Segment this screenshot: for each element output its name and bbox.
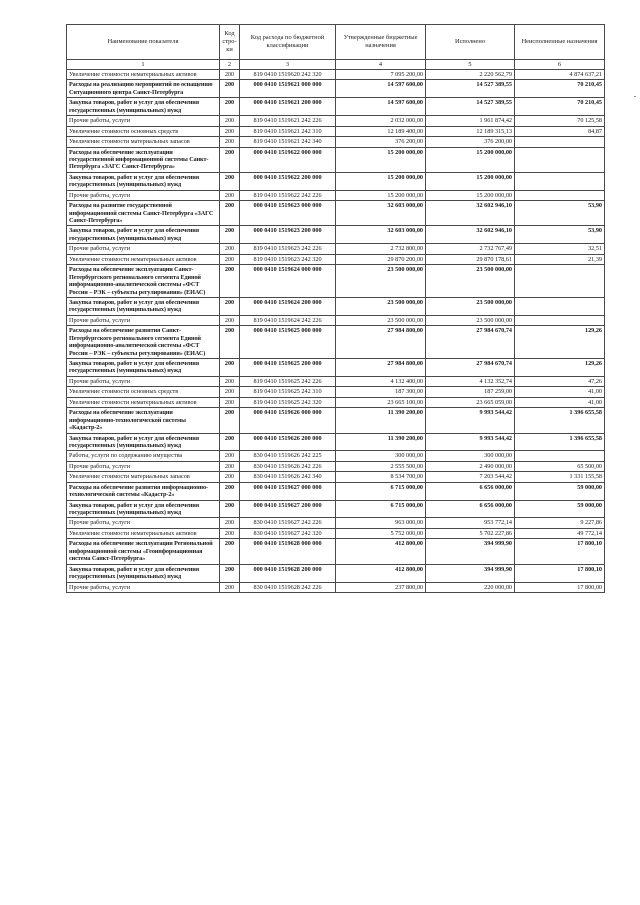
row-approved: 4 132 400,00 bbox=[336, 376, 426, 386]
row-expense-code: 819 0410 1519625 242 310 bbox=[240, 387, 336, 397]
row-unexecuted bbox=[515, 172, 605, 190]
row-approved: 29 870 200,00 bbox=[336, 254, 426, 264]
row-approved: 237 800,00 bbox=[336, 582, 426, 592]
row-line-code: 200 bbox=[220, 539, 240, 564]
row-expense-code: 819 0410 1519625 242 320 bbox=[240, 397, 336, 407]
row-executed: 953 772,14 bbox=[426, 518, 515, 528]
row-name: Расходы на обеспечение эксплуатации Региональной информационной системы «Геоинформационная система Санкт-Петербурга» bbox=[67, 539, 220, 564]
table-row bbox=[67, 137, 605, 147]
row-unexecuted: 129,26 bbox=[515, 359, 605, 377]
row-approved: 32 603 000,00 bbox=[336, 201, 426, 226]
row-name: Прочие работы, услуги bbox=[67, 315, 220, 325]
row-expense-code: 000 0410 1519623 000 000 bbox=[240, 201, 336, 226]
row-unexecuted: 4 874 637,21 bbox=[515, 70, 605, 80]
row-line-code: 200 bbox=[220, 315, 240, 325]
column-number: 2 bbox=[220, 60, 240, 70]
table-row bbox=[67, 376, 605, 386]
row-approved: 5 752 000,00 bbox=[336, 528, 426, 538]
row-line-code: 200 bbox=[220, 226, 240, 244]
row-approved: 15 200 000,00 bbox=[336, 172, 426, 190]
row-executed: 32 602 946,10 bbox=[426, 226, 515, 244]
table-row bbox=[67, 408, 605, 433]
row-expense-code: 000 0410 1519623 200 000 bbox=[240, 226, 336, 244]
row-line-code: 200 bbox=[220, 461, 240, 471]
row-unexecuted bbox=[515, 315, 605, 325]
row-executed: 2 220 562,79 bbox=[426, 70, 515, 80]
row-expense-code: 000 0410 1519628 200 000 bbox=[240, 564, 336, 582]
row-executed: 394 999,90 bbox=[426, 564, 515, 582]
row-executed: 27 984 670,74 bbox=[426, 359, 515, 377]
row-expense-code: 000 0410 1519621 000 000 bbox=[240, 80, 336, 98]
table-row bbox=[67, 500, 605, 518]
table-row bbox=[67, 564, 605, 582]
row-executed: 32 602 946,10 bbox=[426, 201, 515, 226]
row-executed: 6 656 000,00 bbox=[426, 482, 515, 500]
column-number: 1 bbox=[67, 60, 220, 70]
column-number-row bbox=[67, 60, 605, 70]
table-row bbox=[67, 172, 605, 190]
row-name: Прочие работы, услуги bbox=[67, 461, 220, 471]
row-expense-code: 819 0410 1519621 242 226 bbox=[240, 116, 336, 126]
row-unexecuted: 70 210,45 bbox=[515, 80, 605, 98]
row-expense-code: 819 0410 1519620 242 320 bbox=[240, 70, 336, 80]
row-unexecuted: 17 800,10 bbox=[515, 539, 605, 564]
table-row bbox=[67, 397, 605, 407]
row-executed: 14 527 389,55 bbox=[426, 98, 515, 116]
row-unexecuted: 53,90 bbox=[515, 201, 605, 226]
row-name: Закупка товаров, работ и услуг для обеспечения государственных (муниципальных) нужд bbox=[67, 98, 220, 116]
row-name: Прочие работы, услуги bbox=[67, 582, 220, 592]
row-name: Расходы на обеспечение эксплуатации информационно-технологической системы «Кадастр-2» bbox=[67, 408, 220, 433]
row-executed: 15 200 000,00 bbox=[426, 172, 515, 190]
row-name: Работы, услуги по содержанию имущества bbox=[67, 451, 220, 461]
row-unexecuted: 9 227,86 bbox=[515, 518, 605, 528]
row-approved: 412 800,00 bbox=[336, 564, 426, 582]
row-line-code: 200 bbox=[220, 528, 240, 538]
row-executed: 5 702 227,86 bbox=[426, 528, 515, 538]
row-name: Увеличение стоимости основных средств bbox=[67, 126, 220, 136]
row-name: Закупка товаров, работ и услуг для обеспечения государственных (муниципальных) нужд bbox=[67, 172, 220, 190]
table-row bbox=[67, 254, 605, 264]
row-line-code: 200 bbox=[220, 80, 240, 98]
row-name: Расходы на обеспечение развития Санкт-Петербургского регионального сегмента Единой информационно-аналитической системы «ФСТ России – РЭК – субъекты регулирования» (ЕИАС) bbox=[67, 326, 220, 359]
row-unexecuted: 32,51 bbox=[515, 244, 605, 254]
row-executed: 15 200 000,00 bbox=[426, 190, 515, 200]
row-line-code: 200 bbox=[220, 359, 240, 377]
row-line-code: 200 bbox=[220, 137, 240, 147]
row-unexecuted: 41,00 bbox=[515, 387, 605, 397]
row-line-code: 200 bbox=[220, 408, 240, 433]
row-expense-code: 000 0410 1519626 200 000 bbox=[240, 433, 336, 451]
row-unexecuted: 21,39 bbox=[515, 254, 605, 264]
table-row bbox=[67, 387, 605, 397]
row-name: Увеличение стоимости основных средств bbox=[67, 387, 220, 397]
row-expense-code: 000 0410 1519625 200 000 bbox=[240, 359, 336, 377]
row-expense-code: 830 0410 1519627 242 226 bbox=[240, 518, 336, 528]
row-line-code: 200 bbox=[220, 472, 240, 482]
row-line-code: 200 bbox=[220, 518, 240, 528]
row-unexecuted bbox=[515, 137, 605, 147]
row-expense-code: 000 0410 1519627 000 000 bbox=[240, 482, 336, 500]
row-approved: 32 603 000,00 bbox=[336, 226, 426, 244]
row-approved: 12 189 400,00 bbox=[336, 126, 426, 136]
row-line-code: 200 bbox=[220, 172, 240, 190]
row-expense-code: 819 0410 1519624 242 226 bbox=[240, 315, 336, 325]
table-body bbox=[67, 70, 605, 593]
row-line-code: 200 bbox=[220, 147, 240, 172]
row-executed: 14 527 389,55 bbox=[426, 80, 515, 98]
row-unexecuted bbox=[515, 147, 605, 172]
row-expense-code: 000 0410 1519625 000 000 bbox=[240, 326, 336, 359]
table-row bbox=[67, 226, 605, 244]
row-name: Прочие работы, услуги bbox=[67, 244, 220, 254]
row-expense-code: 000 0410 1519622 200 000 bbox=[240, 172, 336, 190]
row-executed: 9 993 544,42 bbox=[426, 433, 515, 451]
row-line-code: 200 bbox=[220, 433, 240, 451]
row-name: Прочие работы, услуги bbox=[67, 518, 220, 528]
row-name: Прочие работы, услуги bbox=[67, 190, 220, 200]
row-unexecuted: 129,26 bbox=[515, 326, 605, 359]
row-expense-code: 819 0410 1519622 242 226 bbox=[240, 190, 336, 200]
row-executed: 4 132 352,74 bbox=[426, 376, 515, 386]
row-line-code: 200 bbox=[220, 201, 240, 226]
table-row bbox=[67, 126, 605, 136]
report-page bbox=[66, 24, 604, 593]
table-row bbox=[67, 147, 605, 172]
row-line-code: 200 bbox=[220, 500, 240, 518]
row-name: Прочие работы, услуги bbox=[67, 376, 220, 386]
row-executed: 300 000,00 bbox=[426, 451, 515, 461]
row-approved: 2 032 000,00 bbox=[336, 116, 426, 126]
column-number: 3 bbox=[240, 60, 336, 70]
row-unexecuted bbox=[515, 297, 605, 315]
row-executed: 7 203 544,42 bbox=[426, 472, 515, 482]
header-executed: Исполнено bbox=[426, 25, 515, 60]
row-executed: 187 259,00 bbox=[426, 387, 515, 397]
row-line-code: 200 bbox=[220, 116, 240, 126]
row-executed: 394 999,90 bbox=[426, 539, 515, 564]
row-name: Расходы на развитие государственной информационной системы Санкт-Петербурга «ЗАГС Санкт-Петербурга» bbox=[67, 201, 220, 226]
row-approved: 14 597 600,00 bbox=[336, 98, 426, 116]
row-approved: 2 732 800,00 bbox=[336, 244, 426, 254]
row-name: Увеличение стоимости материальных запасов bbox=[67, 472, 220, 482]
row-expense-code: 830 0410 1519626 242 226 bbox=[240, 461, 336, 471]
row-name: Закупка товаров, работ и услуг для обеспечения государственных (муниципальных) нужд bbox=[67, 564, 220, 582]
row-approved: 2 555 500,00 bbox=[336, 461, 426, 471]
row-unexecuted: 53,90 bbox=[515, 226, 605, 244]
table-row bbox=[67, 265, 605, 298]
row-line-code: 200 bbox=[220, 482, 240, 500]
header-approved: Утвержденные бюджетные назначения bbox=[336, 25, 426, 60]
row-name: Закупка товаров, работ и услуг для обеспечения государственных (муниципальных) нужд bbox=[67, 500, 220, 518]
row-line-code: 200 bbox=[220, 397, 240, 407]
table-row bbox=[67, 116, 605, 126]
table-row bbox=[67, 359, 605, 377]
row-executed: 220 000,00 bbox=[426, 582, 515, 592]
row-executed: 23 500 000,00 bbox=[426, 265, 515, 298]
row-name: Расходы на реализацию мероприятий по оснащению Ситуационного центра Санкт-Петербурга bbox=[67, 80, 220, 98]
row-name: Увеличение стоимости материальных запасов bbox=[67, 137, 220, 147]
row-expense-code: 000 0410 1519626 000 000 bbox=[240, 408, 336, 433]
row-name: Расходы на обеспечение эксплуатации государственной информационной системы Санкт-Петербурга «ЗАГС Санкт-Петербурга» bbox=[67, 147, 220, 172]
row-line-code: 200 bbox=[220, 190, 240, 200]
row-approved: 7 095 200,00 bbox=[336, 70, 426, 80]
row-unexecuted: 17 800,10 bbox=[515, 564, 605, 582]
row-expense-code: 830 0410 1519628 242 226 bbox=[240, 582, 336, 592]
row-approved: 27 984 800,00 bbox=[336, 326, 426, 359]
row-name: Прочие работы, услуги bbox=[67, 116, 220, 126]
row-name: Увеличение стоимости нематериальных активов bbox=[67, 397, 220, 407]
table-row bbox=[67, 244, 605, 254]
table-row bbox=[67, 80, 605, 98]
table-row bbox=[67, 582, 605, 592]
row-line-code: 200 bbox=[220, 254, 240, 264]
table-row bbox=[67, 326, 605, 359]
row-approved: 11 390 200,00 bbox=[336, 408, 426, 433]
row-executed: 23 500 000,00 bbox=[426, 315, 515, 325]
row-unexecuted: 1 331 155,58 bbox=[515, 472, 605, 482]
row-approved: 376 200,00 bbox=[336, 137, 426, 147]
row-unexecuted: 47,26 bbox=[515, 376, 605, 386]
row-name: Закупка товаров, работ и услуг для обеспечения государственных (муниципальных) нужд bbox=[67, 359, 220, 377]
row-line-code: 200 bbox=[220, 244, 240, 254]
row-executed: 2 732 767,49 bbox=[426, 244, 515, 254]
row-name: Увеличение стоимости нематериальных активов bbox=[67, 70, 220, 80]
row-approved: 963 000,00 bbox=[336, 518, 426, 528]
row-expense-code: 819 0410 1519623 242 226 bbox=[240, 244, 336, 254]
row-executed: 15 200 000,00 bbox=[426, 147, 515, 172]
row-line-code: 200 bbox=[220, 326, 240, 359]
row-line-code: 200 bbox=[220, 564, 240, 582]
row-unexecuted: 84,87 bbox=[515, 126, 605, 136]
table-header-row bbox=[67, 25, 605, 60]
row-approved: 300 000,00 bbox=[336, 451, 426, 461]
row-approved: 23 500 000,00 bbox=[336, 315, 426, 325]
table-row bbox=[67, 539, 605, 564]
row-expense-code: 000 0410 1519628 000 000 bbox=[240, 539, 336, 564]
table-row bbox=[67, 315, 605, 325]
row-approved: 23 500 000,00 bbox=[336, 265, 426, 298]
row-executed: 2 490 000,00 bbox=[426, 461, 515, 471]
header-expense-code: Код расхода по бюджетной классификации bbox=[240, 25, 336, 60]
row-name: Увеличение стоимости нематериальных активов bbox=[67, 528, 220, 538]
row-line-code: 200 bbox=[220, 387, 240, 397]
table-row bbox=[67, 461, 605, 471]
row-executed: 12 189 315,13 bbox=[426, 126, 515, 136]
row-unexecuted bbox=[515, 190, 605, 200]
row-approved: 6 715 000,00 bbox=[336, 500, 426, 518]
row-expense-code: 830 0410 1519626 242 225 bbox=[240, 451, 336, 461]
budget-execution-table bbox=[66, 24, 605, 593]
row-line-code: 200 bbox=[220, 98, 240, 116]
row-name: Закупка товаров, работ и услуг для обеспечения государственных (муниципальных) нужд bbox=[67, 226, 220, 244]
table-row bbox=[67, 433, 605, 451]
header-line-code: Код стро-ки bbox=[220, 25, 240, 60]
row-approved: 27 984 800,00 bbox=[336, 359, 426, 377]
row-unexecuted bbox=[515, 265, 605, 298]
row-executed: 29 870 178,61 bbox=[426, 254, 515, 264]
row-approved: 11 390 200,00 bbox=[336, 433, 426, 451]
row-unexecuted: 65 500,00 bbox=[515, 461, 605, 471]
header-name: Наименование показателя bbox=[67, 25, 220, 60]
row-line-code: 200 bbox=[220, 126, 240, 136]
row-expense-code: 000 0410 1519627 200 000 bbox=[240, 500, 336, 518]
row-expense-code: 000 0410 1519621 200 000 bbox=[240, 98, 336, 116]
row-expense-code: 000 0410 1519622 000 000 bbox=[240, 147, 336, 172]
row-expense-code: 819 0410 1519621 242 310 bbox=[240, 126, 336, 136]
row-approved: 6 715 000,00 bbox=[336, 482, 426, 500]
row-unexecuted: 1 396 655,58 bbox=[515, 408, 605, 433]
row-approved: 14 597 600,00 bbox=[336, 80, 426, 98]
row-name: Увеличение стоимости нематериальных активов bbox=[67, 254, 220, 264]
row-unexecuted: 59 000,00 bbox=[515, 482, 605, 500]
row-line-code: 200 bbox=[220, 582, 240, 592]
row-name: Закупка товаров, работ и услуг для обеспечения государственных (муниципальных) нужд bbox=[67, 433, 220, 451]
row-executed: 376 200,00 bbox=[426, 137, 515, 147]
row-line-code: 200 bbox=[220, 297, 240, 315]
row-name: Расходы на обеспечение развития информационно-технологической системы «Кадастр-2» bbox=[67, 482, 220, 500]
row-expense-code: 000 0410 1519624 000 000 bbox=[240, 265, 336, 298]
column-number: 4 bbox=[336, 60, 426, 70]
row-executed: 23 500 000,00 bbox=[426, 297, 515, 315]
row-line-code: 200 bbox=[220, 451, 240, 461]
table-row bbox=[67, 70, 605, 80]
row-unexecuted: 59 000,00 bbox=[515, 500, 605, 518]
row-executed: 27 984 670,74 bbox=[426, 326, 515, 359]
row-unexecuted: 70 125,58 bbox=[515, 116, 605, 126]
row-name: Расходы на обеспечение эксплуатации Санкт-Петербургского регионального сегмента Единой информационно-аналитической системы «ФСТ России – РЭК – субъекты регулирования» (ЕИАС) bbox=[67, 265, 220, 298]
table-row bbox=[67, 190, 605, 200]
row-unexecuted: 70 210,45 bbox=[515, 98, 605, 116]
row-expense-code: 819 0410 1519625 242 226 bbox=[240, 376, 336, 386]
table-row bbox=[67, 201, 605, 226]
table-row bbox=[67, 482, 605, 500]
table-row bbox=[67, 472, 605, 482]
row-executed: 6 656 000,00 bbox=[426, 500, 515, 518]
row-line-code: 200 bbox=[220, 265, 240, 298]
row-expense-code: 819 0410 1519623 242 320 bbox=[240, 254, 336, 264]
table-row bbox=[67, 297, 605, 315]
row-executed: 23 665 059,00 bbox=[426, 397, 515, 407]
column-number: 6 bbox=[515, 60, 605, 70]
table-row bbox=[67, 528, 605, 538]
row-unexecuted: 49 772,14 bbox=[515, 528, 605, 538]
header-unexecuted: Неисполненные назначения bbox=[515, 25, 605, 60]
row-unexecuted: 1 396 655,58 bbox=[515, 433, 605, 451]
row-expense-code: 830 0410 1519626 242 340 bbox=[240, 472, 336, 482]
row-expense-code: 000 0410 1519624 200 000 bbox=[240, 297, 336, 315]
table-row bbox=[67, 518, 605, 528]
row-approved: 412 800,00 bbox=[336, 539, 426, 564]
table-row bbox=[67, 98, 605, 116]
row-approved: 23 500 000,00 bbox=[336, 297, 426, 315]
table-row bbox=[67, 451, 605, 461]
margin-mark bbox=[634, 96, 636, 97]
row-approved: 8 534 700,00 bbox=[336, 472, 426, 482]
row-expense-code: 819 0410 1519621 242 340 bbox=[240, 137, 336, 147]
row-approved: 187 300,00 bbox=[336, 387, 426, 397]
row-unexecuted: 17 800,00 bbox=[515, 582, 605, 592]
row-expense-code: 830 0410 1519627 242 320 bbox=[240, 528, 336, 538]
row-approved: 15 200 000,00 bbox=[336, 147, 426, 172]
row-executed: 9 993 544,42 bbox=[426, 408, 515, 433]
row-name: Закупка товаров, работ и услуг для обеспечения государственных (муниципальных) нужд bbox=[67, 297, 220, 315]
row-unexecuted: 41,00 bbox=[515, 397, 605, 407]
row-executed: 1 961 874,42 bbox=[426, 116, 515, 126]
row-unexecuted bbox=[515, 451, 605, 461]
column-number: 5 bbox=[426, 60, 515, 70]
row-approved: 23 665 100,00 bbox=[336, 397, 426, 407]
row-approved: 15 200 000,00 bbox=[336, 190, 426, 200]
row-line-code: 200 bbox=[220, 70, 240, 80]
row-line-code: 200 bbox=[220, 376, 240, 386]
